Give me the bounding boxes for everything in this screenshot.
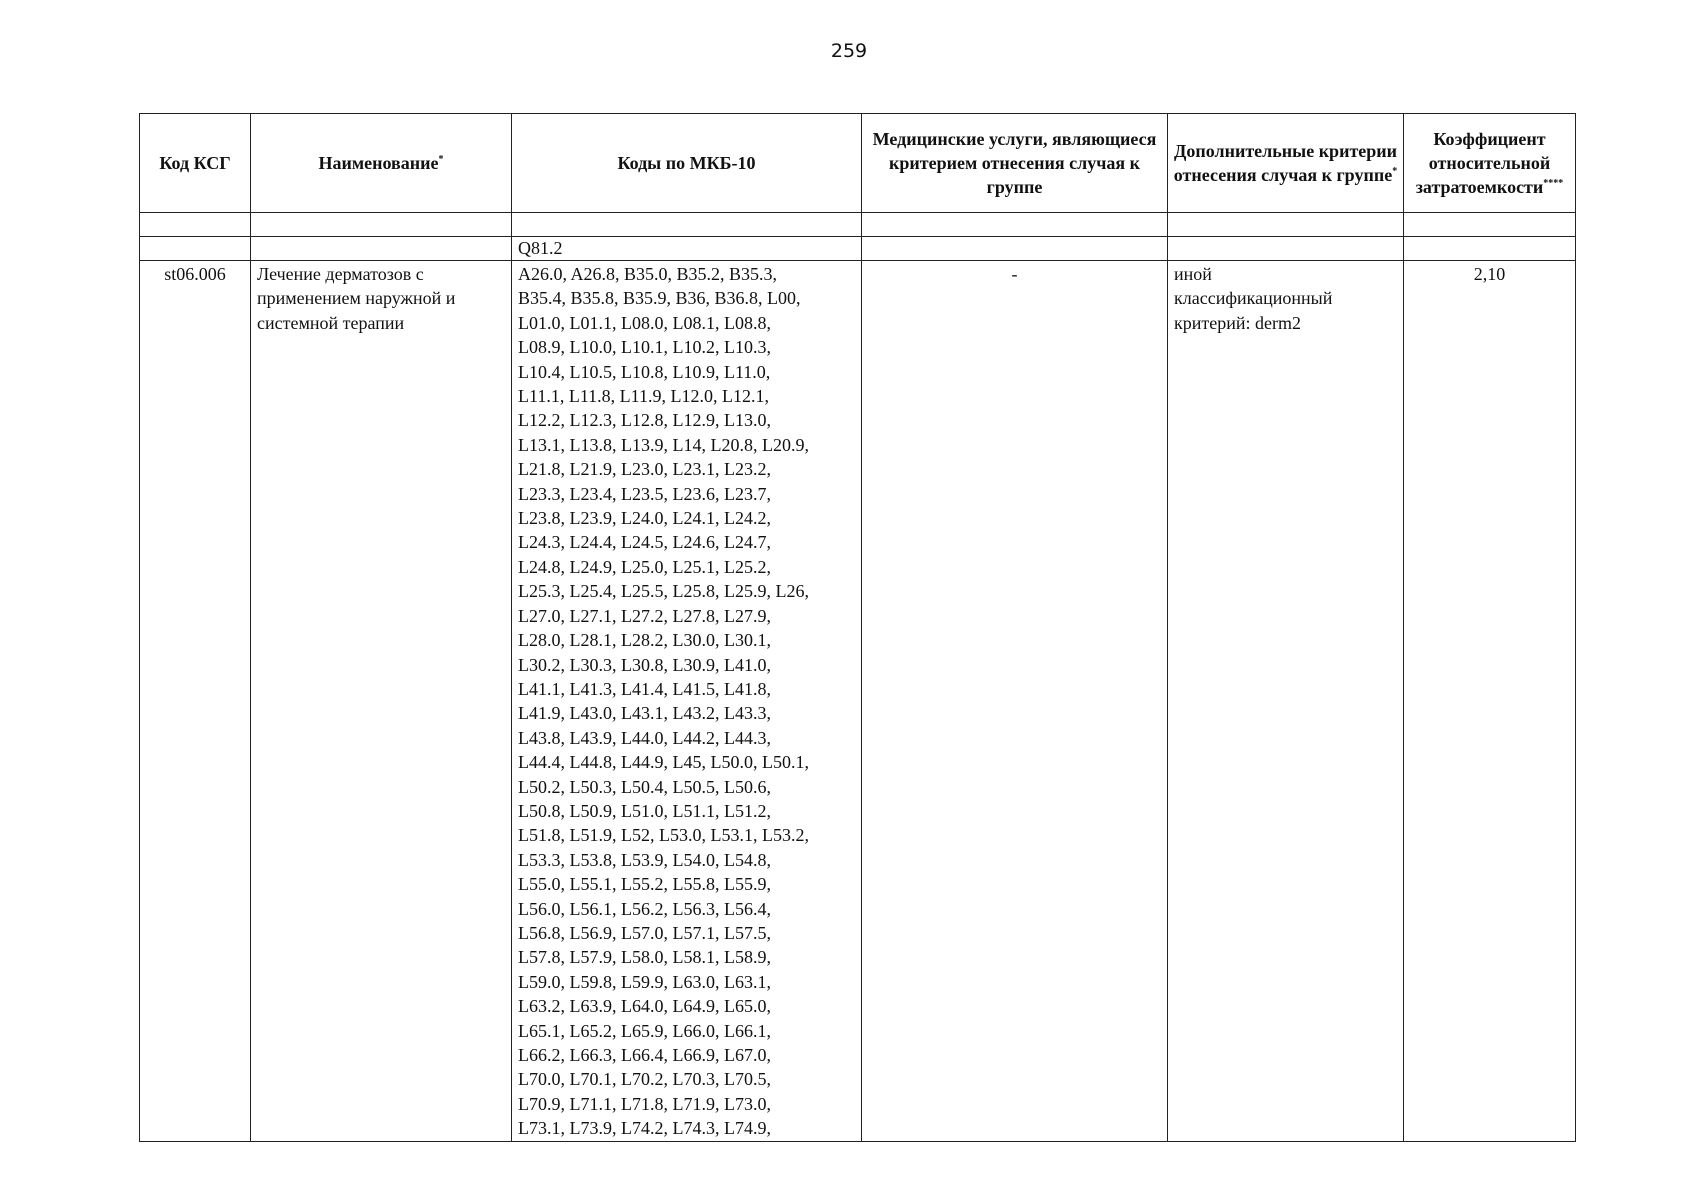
icd-code-line: L59.0, L59.8, L59.9, L63.0, L63.1, [518,971,771,992]
header-services: Медицинские услуги, являющиеся критерием отнесения случая к группе [862,114,1168,213]
icd-code-line: L43.8, L43.9, L44.0, L44.2, L44.3, [518,727,771,748]
extra-criteria-lines [1174,262,1397,335]
icd-code-line: L70.9, L71.1, L71.8, L71.9, L73.0, [518,1093,771,1114]
blank-row [140,213,1576,237]
icd-code-lines [518,262,855,1141]
icd-code-line: L66.2, L66.3, L66.4, L66.9, L67.0, [518,1045,771,1065]
header-name: Наименование* [251,114,512,213]
icd-code-line: L56.8, L56.9, L57.0, L57.1, L57.5, [518,922,771,943]
icd-code-line: L27.0, L27.1, L27.2, L27.8, L27.9, [518,605,771,626]
icd-code-line: L23.3, L23.4, L23.5, L23.6, L23.7, [518,483,771,504]
icd-code-line: L12.2, L12.3, L12.8, L12.9, L13.0, [518,410,771,431]
services-cell: - [862,261,1168,1142]
ksg-table [139,113,1576,1142]
continuation-icd-cell: Q81.2 [512,237,862,261]
footnote-mark: * [438,154,444,165]
extra-criteria-line: иной [1174,264,1212,284]
extra-criteria-line: критерий: derm2 [1174,312,1301,333]
icd-code-line: L24.3, L24.4, L24.5, L24.6, L24.7, [518,532,771,553]
ksg-code-cell: st06.006 [140,261,251,1142]
header-coefficient: Коэффициент относительной затратоемкости**** [1404,114,1576,213]
icd-code-line: L21.8, L21.9, L23.0, L23.1, L23.2, [518,459,771,480]
icd-code-line: L53.3, L53.8, L53.9, L54.0, L54.8, [518,849,771,870]
icd-code-line: L56.0, L56.1, L56.2, L56.3, L56.4, [518,898,771,919]
icd-code-line: L63.2, L63.9, L64.0, L64.9, L65.0, [518,996,771,1017]
header-icd: Коды по МКБ-10 [512,114,862,213]
extra-criteria-cell [1168,261,1404,1142]
icd-code-line: L25.3, L25.4, L25.5, L25.8, L25.9, L26, [518,581,809,602]
icd-code-line: L73.1, L73.9, L74.2, L74.3, L74.9, [518,1118,771,1139]
icd-code-line: L41.9, L43.0, L43.1, L43.2, L43.3, [518,703,771,724]
icd-code-line: L11.1, L11.8, L11.9, L12.0, L12.1, [518,386,769,407]
header-extra-criteria: Дополнительные критерии отнесения случая к группе* [1168,114,1404,213]
extra-criteria-line: классификационный [1174,288,1333,309]
icd-code-line: L44.4, L44.8, L44.9, L45, L50.0, L50.1, [518,752,809,773]
icd-code-line: L65.1, L65.2, L65.9, L66.0, L66.1, [518,1020,771,1041]
icd-code-line: L01.0, L01.1, L08.0, L08.1, L08.8, [518,312,771,333]
icd-code-line: A26.0, A26.8, B35.0, B35.2, B35.3, [518,264,778,284]
header-row [140,114,1576,213]
icd-code-line: L51.8, L51.9, L52, L53.0, L53.1, L53.2, [518,825,809,846]
icd-code-line: L13.1, L13.8, L13.9, L14, L20.8, L20.9, [518,434,809,455]
icd-code-line: L41.1, L41.3, L41.4, L41.5, L41.8, [518,678,771,699]
header-code: Код КСГ [140,114,251,213]
table-row [140,261,1576,1142]
icd-code-line: L28.0, L28.1, L28.2, L30.0, L30.1, [518,630,771,651]
coefficient-cell: 2,10 [1404,261,1576,1142]
icd-code-line: L57.8, L57.9, L58.0, L58.1, L58.9, [518,947,771,968]
ksg-name-cell: Лечение дерматозов с применением наружной и системной терапии [251,261,512,1142]
icd-code-line: L50.2, L50.3, L50.4, L50.5, L50.6, [518,776,771,797]
icd-codes-cell [512,261,862,1142]
continuation-row [140,237,1576,261]
icd-code-line: L10.4, L10.5, L10.8, L10.9, L11.0, [518,361,771,382]
icd-code-line: L08.9, L10.0, L10.1, L10.2, L10.3, [518,337,771,358]
footnote-mark: **** [1543,178,1564,189]
icd-code-line: L30.2, L30.3, L30.8, L30.9, L41.0, [518,654,771,675]
icd-code-line: B35.4, B35.8, B35.9, B36, B36.8, L00, [518,288,801,309]
icd-code-line: L70.0, L70.1, L70.2, L70.3, L70.5, [518,1069,771,1090]
page-number: 259 [830,40,868,62]
icd-code-line: L23.8, L23.9, L24.0, L24.1, L24.2, [518,508,771,529]
footnote-mark: * [1392,166,1398,177]
icd-code-line: L24.8, L24.9, L25.0, L25.1, L25.2, [518,556,771,577]
icd-code-line: L50.8, L50.9, L51.0, L51.1, L51.2, [518,800,771,821]
icd-code-line: L55.0, L55.1, L55.2, L55.8, L55.9, [518,874,771,895]
